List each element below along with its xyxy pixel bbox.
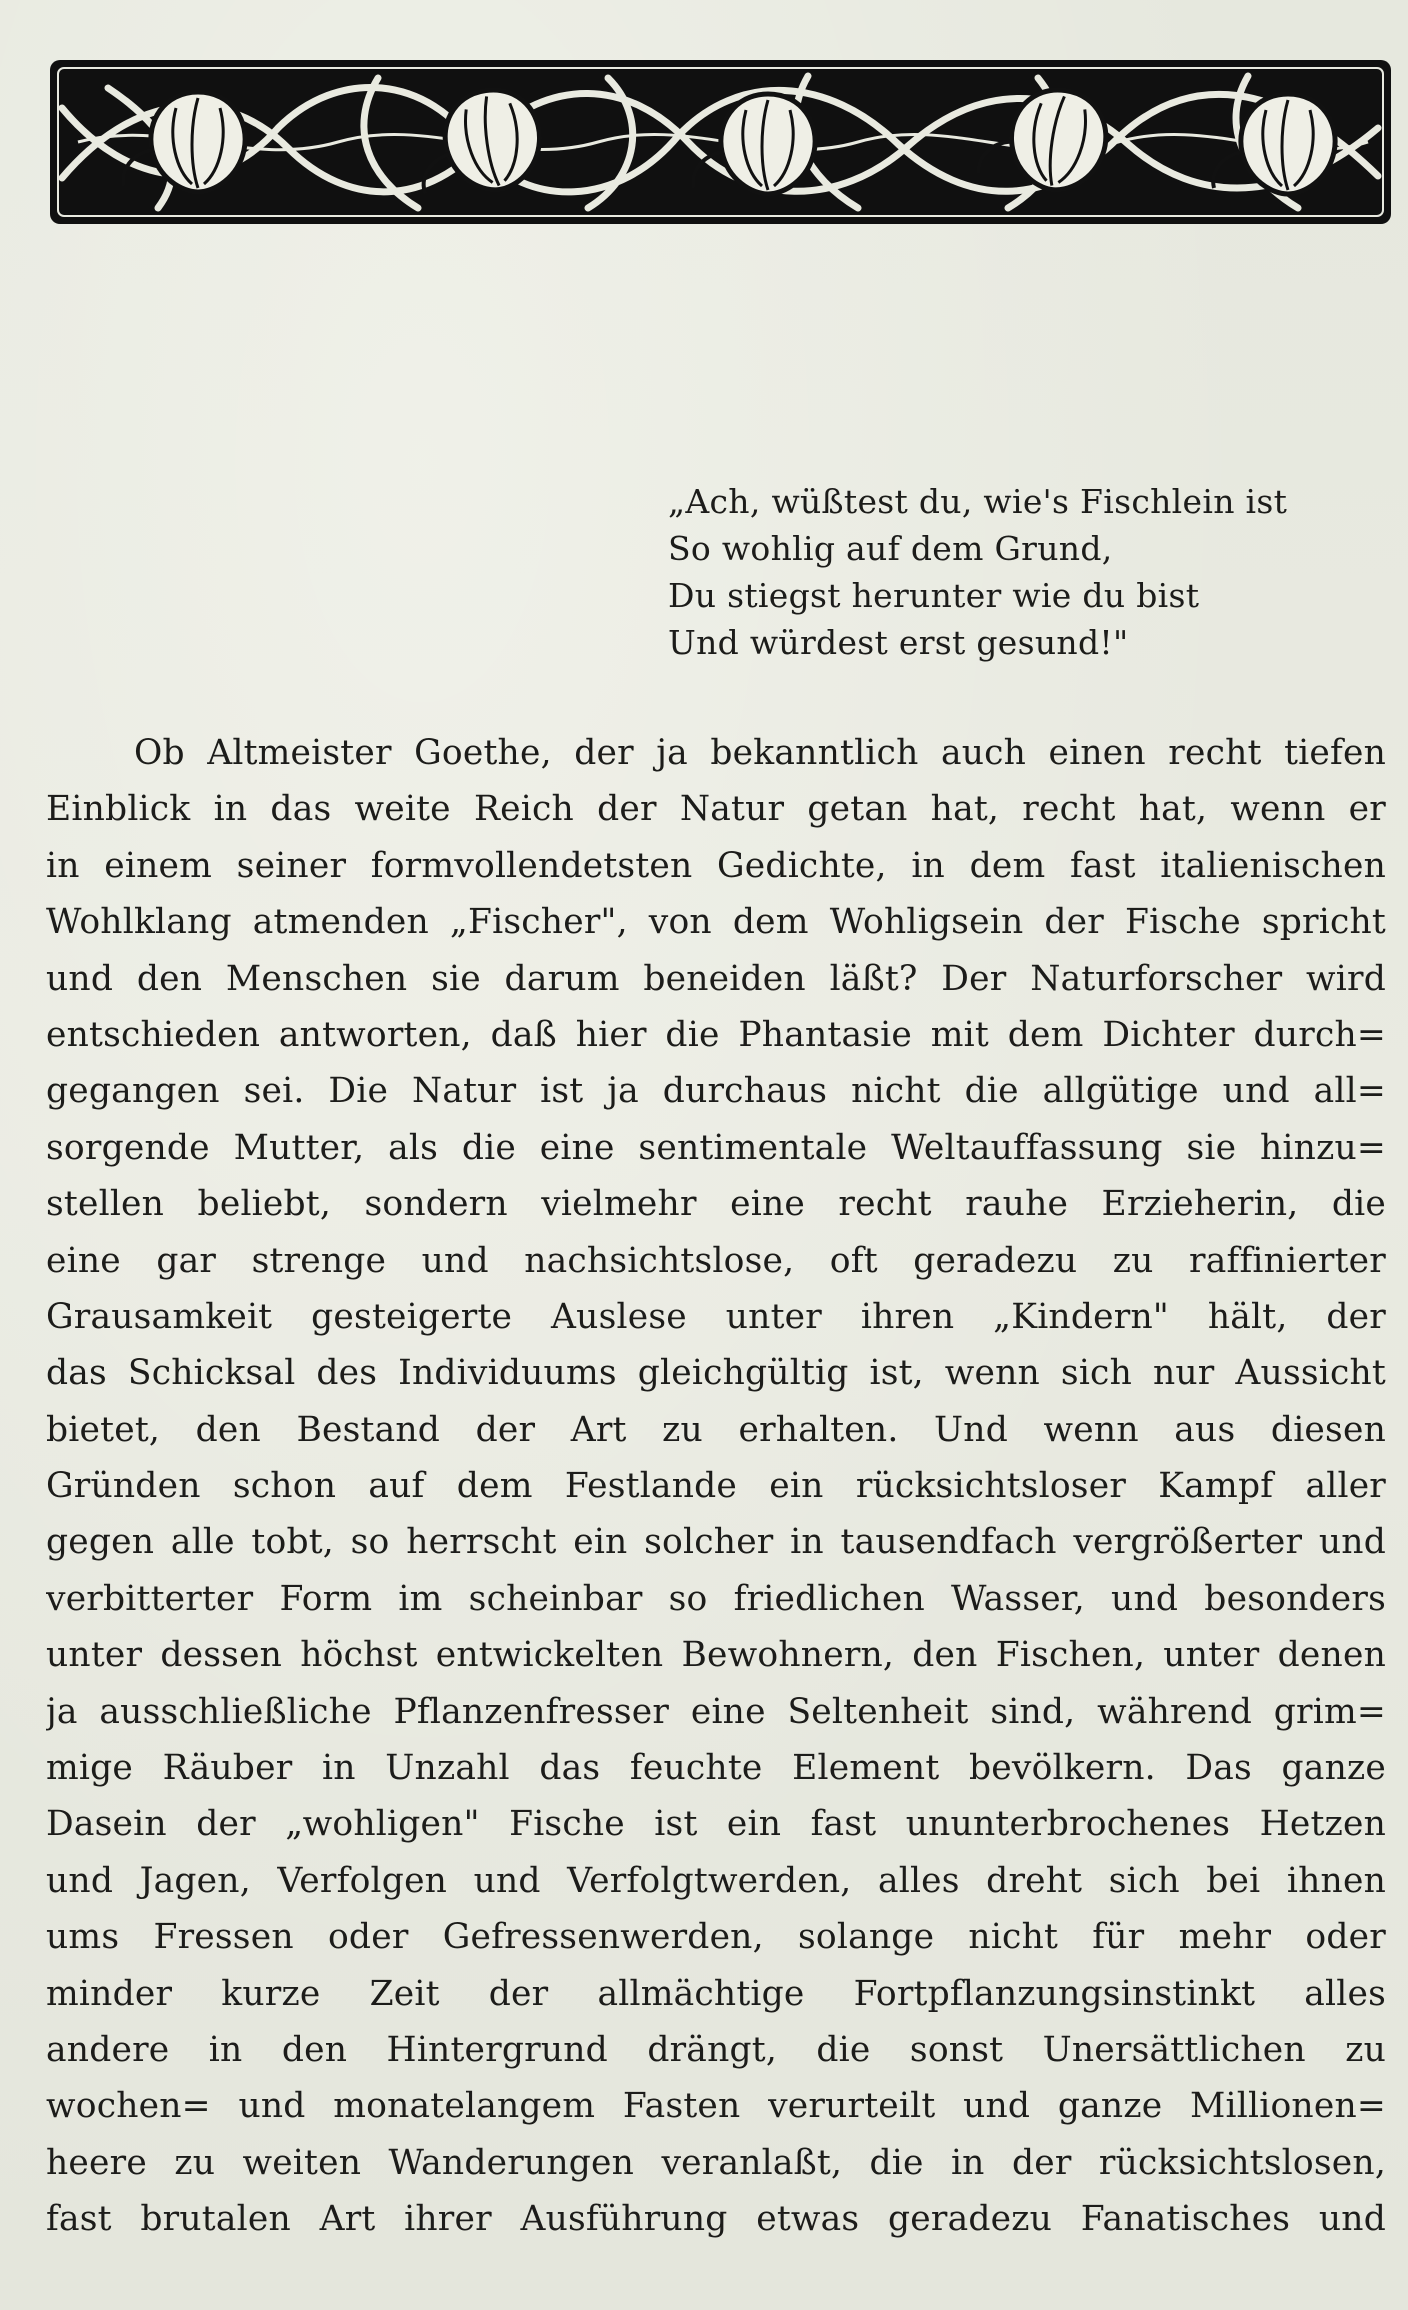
body-line: und Jagen, Verfolgen und Verfolgtwerden, alles dreht sich bei ihnen — [46, 1860, 1386, 1901]
body-line: Wohlklang atmenden „Fischer", von dem Wohligsein der Fische spricht — [46, 902, 1386, 943]
body-line: Ob Altmeister Goethe, der ja bekanntlich auch einen recht tiefen — [134, 733, 1386, 773]
body-line: Dasein der „wohligen" Fische ist ein fast ununterbrochenes Hetzen — [46, 1804, 1386, 1845]
body-line: ja ausschließliche Pflanzenfresser eine Seltenheit sind, während grim= — [46, 1691, 1386, 1732]
body-line: eine gar strenge und nachsichtslose, oft geradezu zu raffinierter — [46, 1240, 1386, 1281]
body-line: und den Menschen sie darum beneiden läßt? Der Naturforscher wird — [46, 958, 1386, 999]
body-line: Grausamkeit gesteigerte Auslese unter ihren „Kindern" hält, der — [46, 1296, 1386, 1337]
body-line: sorgende Mutter, als die eine sentimentale Weltauffassung sie hinzu= — [46, 1127, 1386, 1168]
ornamental-tulip-border — [48, 58, 1393, 226]
epigraph-poem — [668, 478, 1308, 666]
body-line: minder kurze Zeit der allmächtige Fortpflanzungsinstinkt alles — [46, 1973, 1386, 2014]
body-line: Einblick in das weite Reich der Natur getan hat, recht hat, wenn er — [46, 789, 1386, 830]
epigraph-line: So wohlig auf dem Grund, — [668, 529, 1113, 568]
body-line: gegangen sei. Die Natur ist ja durchaus nicht die allgütige und all= — [46, 1071, 1386, 1112]
body-line: das Schicksal des Individuums gleichgültig ist, wenn sich nur Aussicht — [46, 1353, 1386, 1394]
body-line: fast brutalen Art ihrer Ausführung etwas geradezu Fanatisches und — [46, 2199, 1386, 2240]
body-line: unter dessen höchst entwickelten Bewohnern, den Fischen, unter denen — [46, 1635, 1386, 1676]
body-line: mige Räuber in Unzahl das feuchte Element bevölkern. Das ganze — [46, 1748, 1386, 1789]
epigraph-line: Du stiegst herunter wie du bist — [668, 576, 1200, 615]
body-line: gegen alle tobt, so herrscht ein solcher in tausendfach vergrößerter und — [46, 1522, 1386, 1563]
body-line: wochen= und monatelangem Fasten verurteilt und ganze Millionen= — [46, 2086, 1386, 2127]
epigraph-line: „Ach, wüßtest du, wie's Fischlein ist — [668, 482, 1288, 521]
body-line: heere zu weiten Wanderungen veranlaßt, die in der rücksichtslosen, — [46, 2142, 1386, 2183]
body-line: verbitterter Form im scheinbar so friedlichen Wasser, und besonders — [46, 1578, 1386, 1619]
body-line: bietet, den Bestand der Art zu erhalten. Und wenn aus diesen — [46, 1409, 1386, 1450]
body-paragraph — [46, 725, 1386, 2248]
body-line: andere in den Hintergrund drängt, die sonst Unersättlichen zu — [46, 2029, 1386, 2070]
body-line: ums Fressen oder Gefressenwerden, solange nicht für mehr oder — [46, 1917, 1386, 1958]
body-line: entschieden antworten, daß hier die Phantasie mit dem Dichter durch= — [46, 1014, 1386, 1055]
epigraph-line: Und würdest erst gesund!" — [668, 623, 1129, 662]
body-line: in einem seiner formvollendetsten Gedichte, in dem fast italienischen — [46, 845, 1386, 886]
body-line: Gründen schon auf dem Festlande ein rücksichtsloser Kampf aller — [46, 1466, 1386, 1507]
body-line: stellen beliebt, sondern vielmehr eine recht rauhe Erzieherin, die — [46, 1184, 1386, 1225]
